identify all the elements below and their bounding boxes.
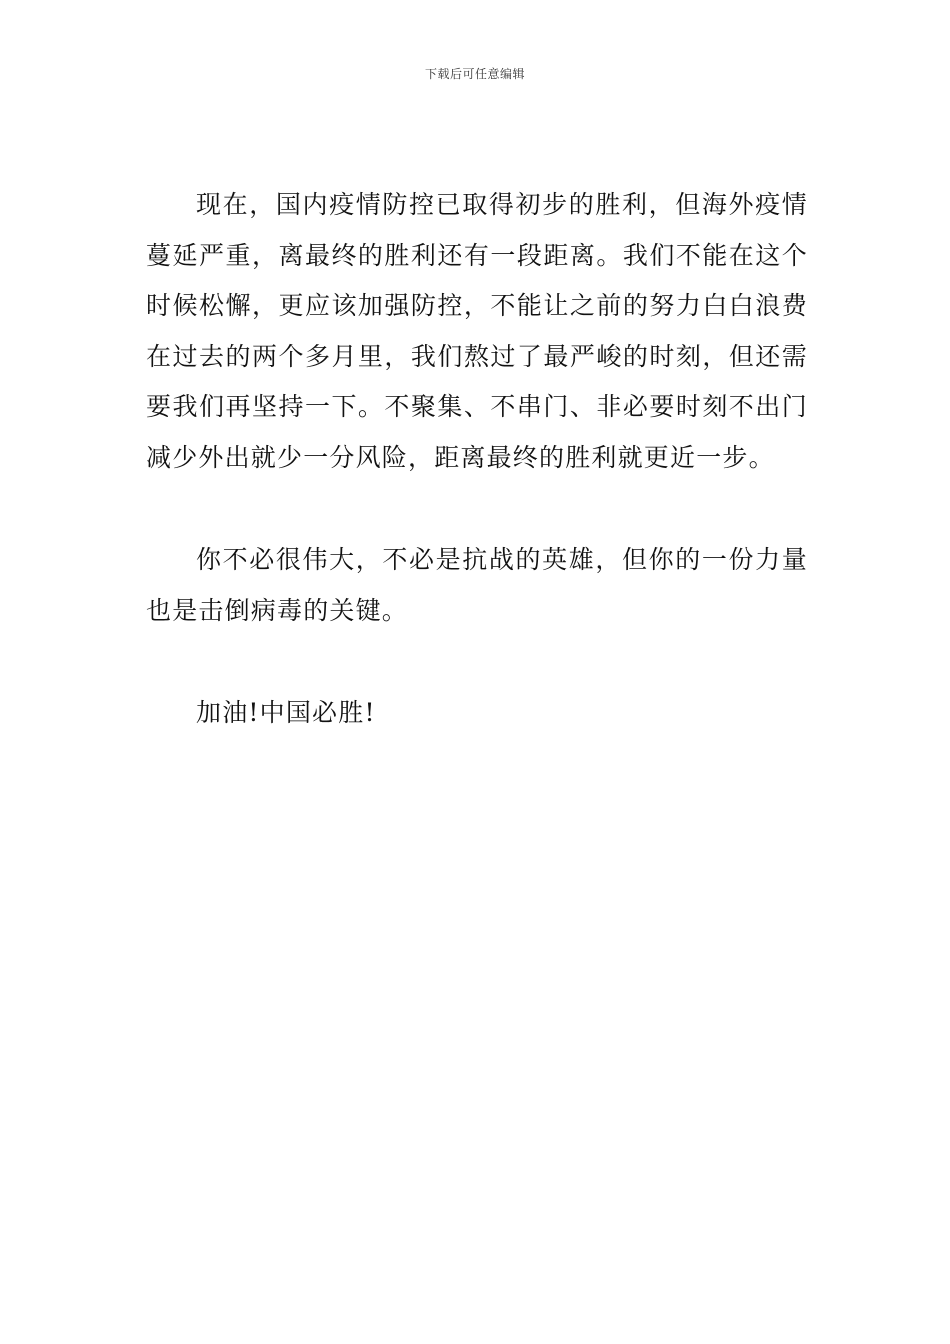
document-body [146, 180, 808, 739]
paragraph-1: 现在，国内疫情防控已取得初步的胜利，但海外疫情蔓延严重，离最终的胜利还有一段距离。我们不能在这个时候松懈，更应该加强防控，不能让之前的努力白白浪费在过去的两个多月里，我们熬过了最严峻的时刻，但还需要我们再坚持一下。不聚集、不串门、非必要时刻不出门减少外出就少一分风险，距离最终的胜利就更近一步。 [146, 190, 808, 472]
paragraph-2: 你不必很伟大，不必是抗战的英雄，但你的一份力量也是击倒病毒的关键。 [146, 545, 808, 625]
header-note: 下载后可任意编辑 [424, 67, 525, 81]
paragraph-3: 加油!中国必胜! [196, 698, 376, 727]
